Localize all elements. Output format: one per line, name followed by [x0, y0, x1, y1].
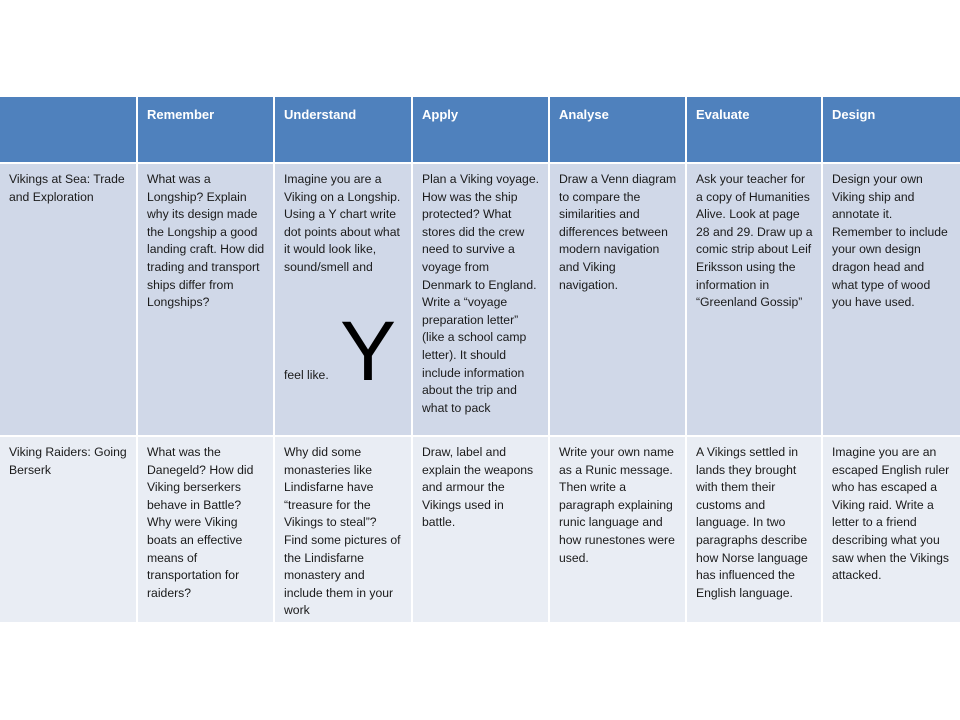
row1-apply-cell: Plan a Viking voyage. How was the ship protected? What stores did the crew need to survive a voyage from Denmark to England. Write a “voyage preparation letter” (like a school camp letter). It should include information about the trip and what to pack: [413, 164, 548, 435]
header-cell-analyse: Analyse: [550, 97, 685, 162]
row1-design-cell: Design your own Viking ship and annotate it. Remember to include your own design dragon head and what type of wood you have used.: [823, 164, 960, 435]
header-cell-apply: Apply: [413, 97, 548, 162]
row2-remember-cell: What was the Danegeld? How did Viking berserkers behave in Battle? Why were Viking boats an effective means of transportation for raiders?: [138, 437, 273, 622]
row1-understand-text: Imagine you are a Viking on a Longship. Using a Y chart write dot points about what it would look like, sound/smell and: [284, 172, 401, 274]
row1-understand-tail: feel like.: [284, 368, 329, 382]
row1-remember-cell: What was a Longship? Explain why its design made the Longship a good landing craft. How did trading and transport ships differ from Longships?: [138, 164, 273, 435]
row1-analyse-cell: Draw a Venn diagram to compare the similarities and differences between modern navigation and Viking navigation.: [550, 164, 685, 435]
large-y-letter: Y: [340, 304, 397, 398]
row1-topic-cell: Vikings at Sea: Trade and Exploration: [0, 164, 136, 435]
row2-understand-cell: Why did some monasteries like Lindisfarne have “treasure for the Vikings to steal”? Find some pictures of the Lindisfarne monastery and include them in your work: [275, 437, 411, 622]
header-cell-evaluate: Evaluate: [687, 97, 821, 162]
header-cell-understand: Understand: [275, 97, 411, 162]
row1-evaluate-cell: Ask your teacher for a copy of Humanities Alive. Look at page 28 and 29. Draw up a comic strip about Leif Eriksson using the information in “Greenland Gossip”: [687, 164, 821, 435]
row2-apply-cell: Draw, label and explain the weapons and armour the Vikings used in battle.: [413, 437, 548, 622]
row2-topic-cell: Viking Raiders: Going Berserk: [0, 437, 136, 622]
header-cell-remember: Remember: [138, 97, 273, 162]
header-cell-design: Design: [823, 97, 960, 162]
row2-analyse-cell: Write your own name as a Runic message. Then write a paragraph explaining runic language and how runestones were used.: [550, 437, 685, 622]
header-cell-blank: [0, 97, 136, 162]
row2-evaluate-cell: A Vikings settled in lands they brought with them their customs and language. In two paragraphs describe how Norse language has influenced the English language.: [687, 437, 821, 622]
row2-design-cell: Imagine you are an escaped English ruler who has escaped a Viking raid. Write a letter to a friend describing what you saw when the Vikings attacked.: [823, 437, 960, 622]
bloom-taxonomy-table: [0, 97, 960, 622]
